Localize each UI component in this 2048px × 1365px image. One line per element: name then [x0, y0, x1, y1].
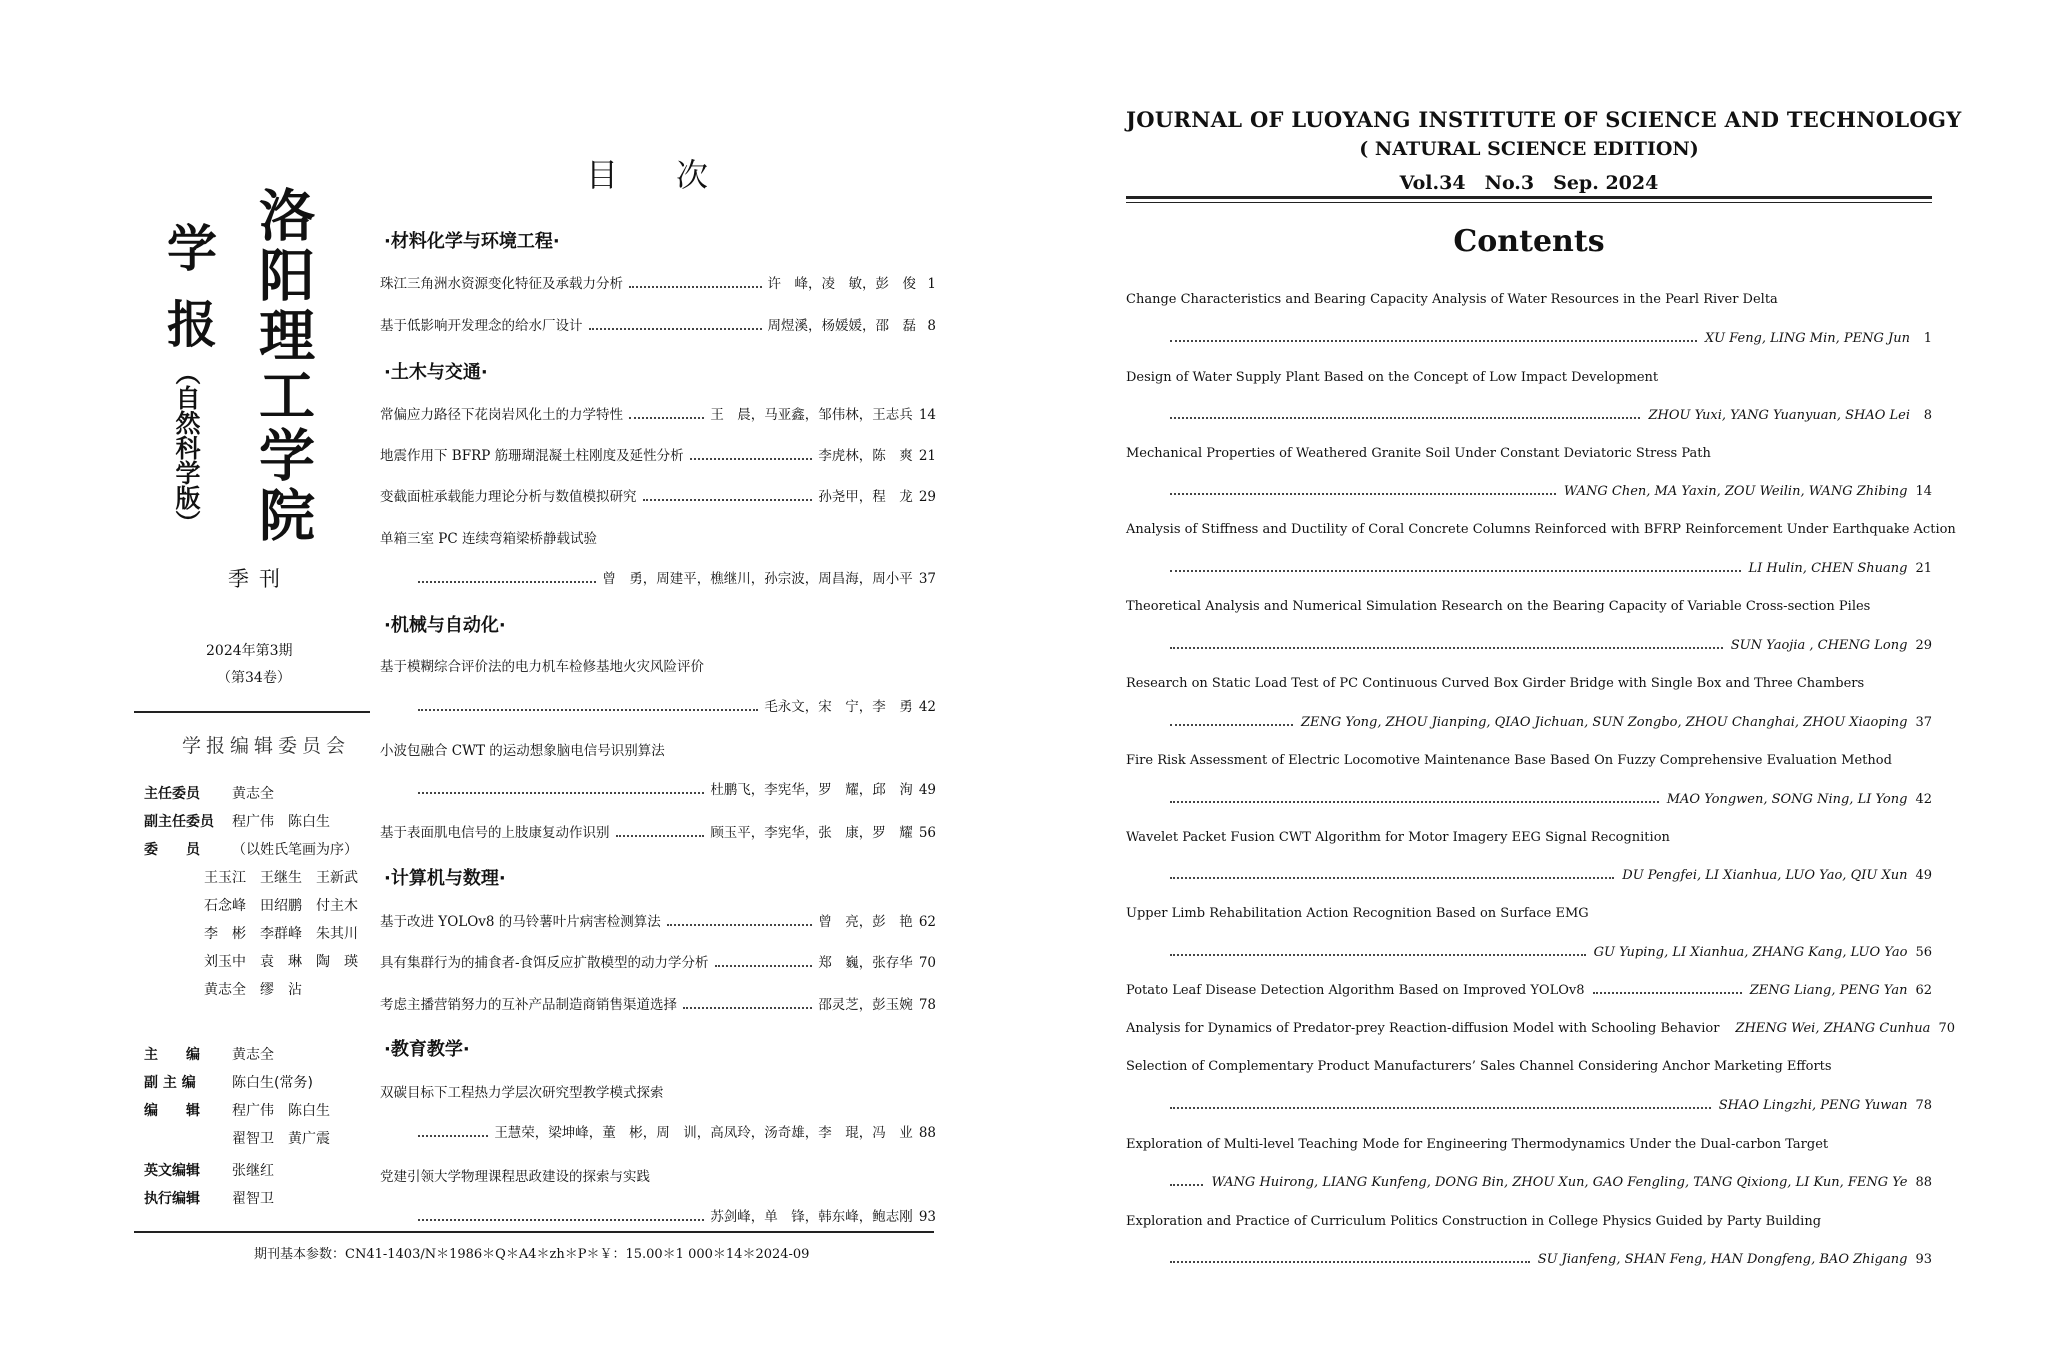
dot-leader: [643, 499, 813, 501]
board-role: 副主任委员: [144, 814, 214, 830]
toc-entry-authors: [1162, 408, 1932, 423]
entry-authors: 曾 勇，周建平，樵继川，孙宗波，周昌海，周小平: [602, 571, 913, 587]
dot-leader: [715, 965, 813, 967]
toc-entry-authors: [1162, 1175, 1932, 1190]
toc-section-heading: ·教育教学·: [384, 1039, 470, 1060]
page-number: 14: [918, 407, 936, 423]
toc-entry-title: Exploration of Multi-level Teaching Mode for Engineering Thermodynamics Under the Dual-carbon Target: [1126, 1137, 1829, 1152]
toc-entry-title: Change Characteristics and Bearing Capacity Analysis of Water Resources in the Pearl River Delta: [1126, 292, 1778, 307]
entry-authors: 邵灵芝，彭玉婉: [818, 997, 913, 1013]
toc-entry-title: [380, 739, 665, 759]
editor-names: 翟智卫: [232, 1191, 274, 1207]
entry-title: 基于模糊综合评价法的电力机车检修基地火灾风险评价: [380, 659, 704, 675]
page-number: 1: [1923, 331, 1932, 346]
journal-edition-vertical: （自然科学版）: [172, 360, 201, 535]
board-row: [204, 895, 358, 915]
entry-authors: MAO Yongwen, SONG Ning, LI Yong: [1666, 792, 1908, 807]
page-number: 37: [1915, 715, 1932, 730]
board-names: （以姓氏笔画为序）: [232, 842, 358, 858]
dot-leader: [616, 835, 705, 837]
board-row: [204, 923, 358, 943]
entry-authors: WANG Huirong, LIANG Kunfeng, DONG Bin, ZHOU Xun, GAO Fengling, TANG Qixiong, LI Kun, FENG Ye: [1211, 1175, 1908, 1190]
toc-entry-authors: [1162, 868, 1932, 883]
toc-entry-title: Selection of Complementary Product Manufacturers’ Sales Channel Considering Anchor Marketing Efforts: [1126, 1059, 1832, 1074]
page-number: 14: [1915, 484, 1932, 499]
dot-leader: [629, 286, 762, 288]
page-number: 29: [1915, 638, 1932, 653]
volume-line-en: Vol.34 No.3 Sep. 2024: [1399, 172, 1659, 194]
editor-row: [144, 1188, 274, 1208]
page-number: 49: [1915, 868, 1932, 883]
dot-leader: [418, 581, 596, 583]
board-role: 主任委员: [144, 786, 200, 802]
dot-leader: [589, 328, 762, 330]
page-number: 8: [1923, 408, 1932, 423]
toc-entry: [380, 910, 936, 930]
entry-title: 珠江三角洲水资源变化特征及承载力分析: [380, 276, 623, 292]
entry-authors: 杜鹏飞，李宪华，罗 耀，邱 洵: [710, 782, 913, 798]
editor-role: 英文编辑: [144, 1163, 200, 1179]
dot-leader: [1170, 1107, 1711, 1109]
page-number: 56: [918, 825, 936, 841]
toc-section-heading: ·计算机与数理·: [384, 868, 506, 889]
dot-leader: [1170, 1184, 1203, 1186]
toc-entry-title: [380, 527, 597, 547]
page-number: 29: [918, 489, 936, 505]
toc-entry-authors: [1162, 792, 1932, 807]
board-row: [204, 867, 358, 887]
page-number: 37: [918, 571, 936, 587]
toc-entry: [1126, 1021, 1955, 1036]
entry-authors: 苏剑峰，单 锋，韩东峰，鲍志刚: [710, 1209, 913, 1225]
page-number: 93: [1915, 1252, 1932, 1267]
editor-row: [144, 1100, 330, 1120]
board-row: [204, 951, 358, 971]
dot-leader: [1170, 954, 1586, 956]
header-rule-thin: [1126, 202, 1932, 203]
toc-section-heading: ·机械与自动化·: [384, 615, 506, 636]
issue-number: 2024年第3期: [206, 643, 293, 659]
toc-entry-authors: [1162, 945, 1932, 960]
dot-leader: [1170, 801, 1659, 803]
entry-authors: XU Feng, LING Min, PENG Jun: [1704, 331, 1910, 346]
board-names: 李 彬 李群峰 朱其川: [204, 926, 358, 942]
page-number: 56: [1915, 945, 1932, 960]
entry-authors: GU Yuping, LI Xianhua, ZHANG Kang, LUO Yao: [1593, 945, 1908, 960]
toc-entry-authors: [1162, 1098, 1932, 1113]
page-number: 70: [1938, 1021, 1955, 1036]
toc-entry-title: Research on Static Load Test of PC Continuous Curved Box Girder Bridge with Single Box and Three Chambers: [1126, 676, 1865, 691]
toc-entry-authors: [1162, 638, 1932, 653]
toc-entry: [380, 993, 936, 1013]
editor-role: 执行编辑: [144, 1191, 200, 1207]
toc-entry-authors: [1162, 484, 1932, 499]
toc-entry-authors: [412, 1205, 936, 1225]
toc-entry-title: [380, 1165, 650, 1185]
dot-leader: [629, 417, 704, 419]
dot-leader: [1170, 340, 1697, 342]
page-number: 42: [1915, 792, 1932, 807]
journal-title-en: JOURNAL OF LUOYANG INSTITUTE OF SCIENCE AND TECHNOLOGY: [1126, 107, 1962, 132]
board-row: [144, 839, 358, 859]
dot-leader: [1170, 493, 1556, 495]
entry-authors: SUN Yaojia , CHENG Long: [1730, 638, 1908, 653]
dot-leader: [667, 924, 813, 926]
toc-entry: [380, 951, 936, 971]
toc-entry-authors: [1162, 561, 1932, 576]
board-row: [144, 811, 330, 831]
board-title: 学报编辑委员会: [182, 735, 351, 757]
entry-title: 地震作用下 BFRP 筋珊瑚混凝土柱刚度及延性分析: [380, 448, 684, 464]
toc-entry-authors: [412, 695, 936, 715]
entry-authors: 王 晨，马亚鑫，邹伟林，王志兵: [710, 407, 913, 423]
dot-leader: [418, 792, 704, 794]
dot-leader: [1170, 570, 1741, 572]
entry-authors: 孙尧甲，程 龙: [818, 489, 913, 505]
entry-authors: 曾 亮，彭 艳: [818, 914, 913, 930]
toc-entry-authors: [412, 778, 936, 798]
journal-edition-en: ( NATURAL SCIENCE EDITION): [1359, 138, 1699, 160]
dot-leader: [1170, 1261, 1530, 1263]
dot-leader: [683, 1007, 812, 1009]
toc-section-heading: ·材料化学与环境工程·: [384, 231, 560, 252]
entry-title: 变截面桩承载能力理论分析与数值模拟研究: [380, 489, 637, 505]
editor-row: [144, 1044, 274, 1064]
header-rule-thick: [1126, 196, 1932, 199]
entry-authors: ZENG Yong, ZHOU Jianping, QIAO Jichuan, SUN Zongbo, ZHOU Changhai, ZHOU Xiaoping: [1300, 715, 1908, 730]
editor-row: [144, 1072, 313, 1092]
dot-leader: [418, 709, 758, 711]
toc-entry-title: Analysis of Stiffness and Ductility of Coral Concrete Columns Reinforced with BFRP Reinforcement Under Earthquake Action: [1126, 522, 1956, 537]
entry-authors: ZHOU Yuxi, YANG Yuanyuan, SHAO Lei: [1648, 408, 1910, 423]
entry-title: 双碳目标下工程热力学层次研究型教学模式探索: [380, 1085, 664, 1101]
dot-leader: [690, 458, 813, 460]
toc-entry: [380, 403, 936, 423]
board-names: 石念峰 田绍鹏 付主木: [204, 898, 358, 914]
frequency-label: 季刊: [228, 567, 290, 591]
toc-entry-authors: [412, 567, 936, 587]
entry-authors: 王慧荣，梁坤峰，董 彬，周 训，高凤玲，汤奇雄，李 琨，冯 业: [494, 1125, 913, 1141]
toc-entry-title: Fire Risk Assessment of Electric Locomotive Maintenance Base Based On Fuzzy Comprehensive Evaluation Method: [1126, 753, 1892, 768]
entry-authors: 顾玉平，李宪华，张 康，罗 耀: [710, 825, 913, 841]
editor-row: [144, 1160, 274, 1180]
dot-leader: [1170, 417, 1640, 419]
page-number: 78: [1915, 1098, 1932, 1113]
entry-authors: ZHENG Wei, ZHANG Cunhua: [1735, 1021, 1931, 1036]
page-number: 21: [918, 448, 936, 464]
entry-title: 基于低影响开发理念的给水厂设计: [380, 318, 583, 334]
page-number: 88: [1915, 1175, 1932, 1190]
journal-name-vertical: 洛阳理工学院: [250, 186, 315, 546]
toc-entry: [380, 444, 936, 464]
editor-role: 副 主 编: [144, 1075, 196, 1091]
toc-entry: [380, 272, 936, 292]
board-names: 黄志全 缪 沾: [204, 982, 302, 998]
board-row: [144, 783, 274, 803]
entry-title: 党建引领大学物理课程思政建设的探索与实践: [380, 1169, 650, 1185]
toc-entry: [380, 821, 936, 841]
toc-entry-title: [380, 655, 704, 675]
board-names: 王玉江 王继生 王新武: [204, 870, 358, 886]
board-divider: [134, 711, 370, 713]
dot-leader: [1170, 647, 1723, 649]
entry-title: 单箱三室 PC 连续弯箱梁桥静载试验: [380, 531, 597, 547]
toc-entry-authors: [1162, 1252, 1932, 1267]
toc-entry-authors: [412, 1121, 936, 1141]
toc-section-heading: ·土木与交通·: [384, 362, 488, 383]
editor-role: 主 编: [144, 1047, 200, 1063]
entry-title: 考虑主播营销努力的互补产品制造商销售渠道选择: [380, 997, 677, 1013]
board-row: [204, 979, 302, 999]
entry-authors: WANG Chen, MA Yaxin, ZOU Weilin, WANG Zhibing: [1563, 484, 1908, 499]
editor-names: 张继红: [232, 1163, 274, 1179]
entry-authors: SU Jianfeng, SHAN Feng, HAN Dongfeng, BAO Zhigang: [1537, 1252, 1908, 1267]
editor-names: 陈白生(常务): [232, 1075, 313, 1091]
toc-entry: [1126, 983, 1932, 998]
board-names: 刘玉中 袁 琳 陶 瑛: [204, 954, 358, 970]
board-role: 委 员: [144, 842, 200, 858]
page-number: 70: [918, 955, 936, 971]
footer-rule: [134, 1231, 934, 1233]
editor-names: 黄志全: [232, 1047, 274, 1063]
board-names: 黄志全: [232, 786, 274, 802]
toc-entry-title: Exploration and Practice of Curriculum Politics Construction in College Physics Guided by Party Building: [1126, 1214, 1822, 1229]
entry-authors: LI Hulin, CHEN Shuang: [1748, 561, 1908, 576]
page-number: 93: [918, 1209, 936, 1225]
page-number: 21: [1915, 561, 1932, 576]
toc-entry-title: Theoretical Analysis and Numerical Simulation Research on the Bearing Capacity of Variable Cross-section Piles: [1126, 599, 1871, 614]
toc-entry-authors: [1162, 331, 1932, 346]
page-number: 78: [918, 997, 936, 1013]
page-number: 49: [918, 782, 936, 798]
dot-leader: [1593, 992, 1742, 994]
dot-leader: [1170, 877, 1614, 879]
entry-title: 基于表面肌电信号的上肢康复动作识别: [380, 825, 610, 841]
toc-entry-authors: [1162, 715, 1932, 730]
entry-authors: 毛永文，宋 宁，李 勇: [764, 699, 913, 715]
entry-authors: 周煜溪，杨媛媛，邵 磊: [767, 318, 916, 334]
journal-subtitle-vertical: 学报: [159, 222, 217, 374]
editor-row: [232, 1128, 330, 1148]
entry-title: Potato Leaf Disease Detection Algorithm Based on Improved YOLOv8: [1126, 983, 1585, 998]
entry-authors: 许 峰，凌 敏，彭 俊: [767, 276, 916, 292]
page-number: 88: [918, 1125, 936, 1141]
toc-entry-title: Wavelet Packet Fusion CWT Algorithm for Motor Imagery EEG Signal Recognition: [1126, 830, 1670, 845]
dot-leader: [1170, 724, 1293, 726]
entry-authors: 李虎林，陈 爽: [818, 448, 913, 464]
entry-authors: SHAO Lingzhi, PENG Yuwan: [1718, 1098, 1908, 1113]
dot-leader: [418, 1219, 704, 1221]
toc-entry: [380, 314, 936, 334]
entry-authors: DU Pengfei, LI Xianhua, LUO Yao, QIU Xun: [1622, 868, 1908, 883]
entry-title: 小波包融合 CWT 的运动想象脑电信号识别算法: [380, 743, 665, 759]
page-number: 1: [927, 276, 936, 292]
entry-title: 具有集群行为的捕食者-食饵反应扩散模型的动力学分析: [380, 955, 709, 971]
editor-role: 编 辑: [144, 1103, 200, 1119]
toc-entry: [380, 485, 936, 505]
toc-entry-title: Mechanical Properties of Weathered Granite Soil Under Constant Deviatoric Stress Path: [1126, 446, 1711, 461]
toc-title-cn: 目次: [586, 156, 767, 194]
volume-number: （第34卷）: [217, 670, 291, 686]
entry-title: 常偏应力路径下花岗岩风化土的力学特性: [380, 407, 623, 423]
board-names: 程广伟 陈白生: [232, 814, 330, 830]
journal-parameters: 期刊基本参数：CN41-1403/N＊1986＊Q＊A4＊zh＊P＊￥：15.00＊1 000＊14＊2024-09: [254, 1247, 810, 1262]
entry-authors: ZENG Liang, PENG Yan: [1749, 983, 1908, 998]
toc-entry-title: [380, 1081, 664, 1101]
page-number: 62: [1915, 983, 1932, 998]
entry-title: 基于改进 YOLOv8 的马铃薯叶片病害检测算法: [380, 914, 661, 930]
entry-authors: 郑 巍，张存华: [818, 955, 913, 971]
page-number: 42: [918, 699, 936, 715]
editor-names: 翟智卫 黄广震: [232, 1131, 330, 1147]
toc-entry-title: Upper Limb Rehabilitation Action Recognition Based on Surface EMG: [1126, 906, 1589, 921]
page-number: 8: [927, 318, 936, 334]
page-number: 62: [918, 914, 936, 930]
entry-title: Analysis for Dynamics of Predator-prey Reaction-diffusion Model with Schooling Behavior: [1126, 1021, 1720, 1036]
contents-title: Contents: [1453, 224, 1605, 259]
editor-names: 程广伟 陈白生: [232, 1103, 330, 1119]
toc-entry-title: Design of Water Supply Plant Based on the Concept of Low Impact Development: [1126, 370, 1659, 385]
dot-leader: [418, 1135, 488, 1137]
